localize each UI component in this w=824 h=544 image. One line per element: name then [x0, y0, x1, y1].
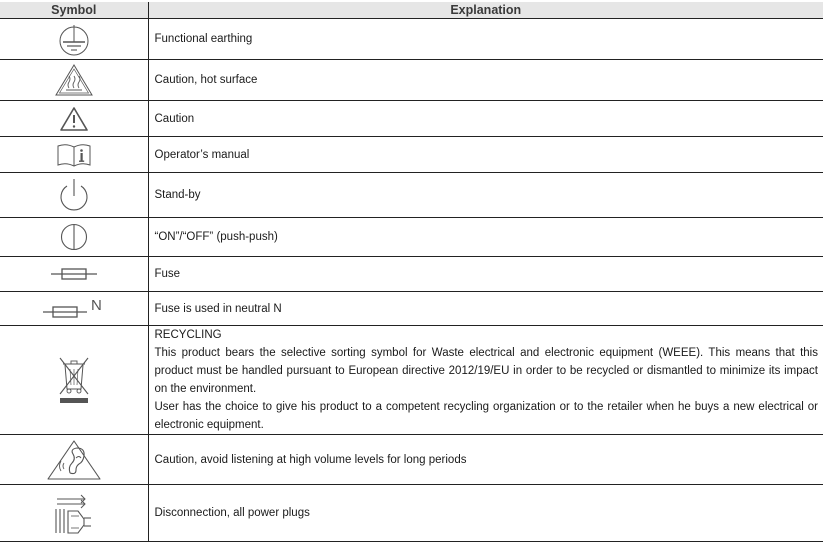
weee-recycling-icon: [56, 355, 92, 405]
table-row: [0, 173, 823, 218]
explanation-cell: Stand-by: [148, 173, 823, 218]
operators-manual-icon: [55, 142, 93, 168]
symbols-table: [0, 2, 823, 542]
table-row: [0, 19, 823, 60]
symbol-cell: [0, 257, 148, 292]
symbol-cell: [0, 292, 148, 326]
hot-surface-icon: [54, 63, 94, 97]
fuse-neutral-icon: [41, 297, 107, 321]
recycling-title: RECYCLING: [154, 329, 222, 341]
explanation-cell: Disconnection, all power plugs: [148, 485, 823, 542]
explanation-cell: Fuse: [148, 257, 823, 292]
caution-icon: [59, 106, 89, 132]
disconnect-plugs-icon: [51, 489, 97, 537]
recycling-paragraph-2: User has the choice to give his product to a competent recycling organization or to the retailer when he buys a new electrical or electronic equipment.: [154, 401, 818, 431]
symbol-cell: [0, 218, 148, 257]
symbol-cell: [0, 435, 148, 485]
explanation-cell: Operator’s manual: [148, 137, 823, 173]
hearing-damage-icon: [46, 439, 102, 481]
standby-icon: [56, 176, 92, 214]
table-header-row: [0, 2, 823, 19]
explanation-cell: Fuse is used in neutral N: [148, 292, 823, 326]
symbol-cell: [0, 326, 148, 435]
functional-earth-icon: [54, 22, 94, 56]
recycling-paragraph-1: This product bears the selective sorting symbol for Waste electrical and electronic equipment (WEEE). This means that this product must be handled pursuant to European directive 2012/19/EU in order to be recycled or dismantled to minimize its impact on the environment.: [154, 347, 818, 395]
table-row: [0, 218, 823, 257]
symbol-cell: [0, 137, 148, 173]
table-row: [0, 435, 823, 485]
table-row: [0, 101, 823, 137]
fuse-icon: [49, 264, 99, 284]
symbol-cell: [0, 101, 148, 137]
header-symbol: Symbol: [0, 2, 148, 19]
table-row: [0, 137, 823, 173]
header-explanation: Explanation: [148, 2, 823, 19]
symbol-cell: [0, 173, 148, 218]
explanation-cell: Caution, hot surface: [148, 60, 823, 101]
explanation-cell: Caution: [148, 101, 823, 137]
table-row: [0, 292, 823, 326]
table-row: [0, 326, 823, 435]
table-row: [0, 60, 823, 101]
neutral-n-label: N: [90, 296, 102, 314]
symbol-cell: [0, 19, 148, 60]
explanation-cell: Functional earthing: [148, 19, 823, 60]
symbol-cell: [0, 485, 148, 542]
on-off-push-icon: [58, 222, 90, 252]
symbol-cell: [0, 60, 148, 101]
table-row: [0, 485, 823, 542]
explanation-cell: Caution, avoid listening at high volume levels for long periods: [148, 435, 823, 485]
table-row: [0, 257, 823, 292]
explanation-cell: “ON”/“OFF” (push-push): [148, 218, 823, 257]
explanation-cell: [148, 326, 823, 435]
